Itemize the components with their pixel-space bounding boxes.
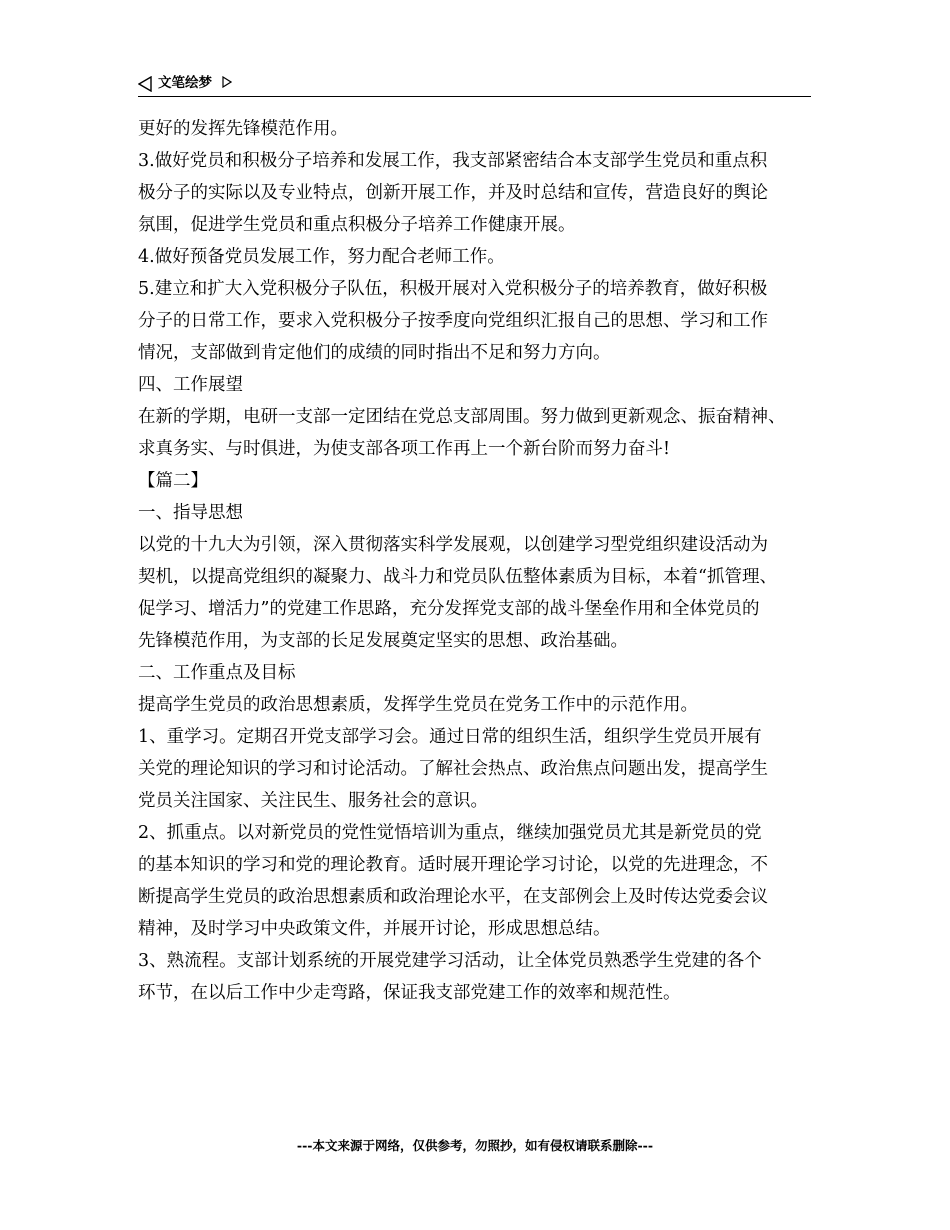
- text-line: 先锋模范作用，为支部的长足发展奠定坚实的思想、政治基础。: [138, 631, 628, 651]
- text-line: 断提高学生党员的政治思想素质和政治理论水平，在支部例会上及时传达党委会议: [138, 887, 768, 907]
- right-triangle-icon: [222, 76, 232, 88]
- text-line: 一、指导思想: [138, 503, 243, 523]
- left-triangle-icon: [138, 76, 152, 92]
- text-line: 党员关注国家、关注民生、服务社会的意识。: [138, 791, 488, 811]
- text-line: 契机，以提高党组织的凝聚力、战斗力和党员队伍整体素质为目标，本着“抓管理、: [138, 567, 777, 587]
- text-line: 促学习、增活力”的党建工作思路，充分发挥党支部的战斗堡垒作用和全体党员的: [138, 599, 760, 619]
- text-line: 求真务实、与时俱进，为使支部各项工作再上一个新台阶而努力奋斗!: [138, 439, 671, 459]
- text-line: 更好的发挥先锋模范作用。: [138, 119, 348, 139]
- text-line: 氛围，促进学生党员和重点积极分子培养工作健康开展。: [138, 215, 576, 235]
- text-line: 3.做好党员和积极分子培养和发展工作，我支部紧密结合本支部学生党员和重点积: [138, 151, 768, 171]
- text-line: 2、抓重点。以对新党员的党性觉悟培训为重点，继续加强党员尤其是新党员的党: [138, 823, 762, 843]
- text-line: 极分子的实际以及专业特点，创新开展工作，并及时总结和宣传，营造良好的舆论: [138, 183, 768, 203]
- text-line: 以党的十九大为引领，深入贯彻落实科学发展观，以创建学习型党组织建设活动为: [138, 535, 768, 555]
- text-line: 分子的日常工作，要求入党积极分子按季度向党组织汇报自己的思想、学习和工作: [138, 311, 768, 331]
- text-line: 5.建立和扩大入党积极分子队伍，积极开展对入党积极分子的培养教育，做好积极: [138, 279, 768, 299]
- text-line: 1、重学习。定期召开党支部学习会。通过日常的组织生活，组织学生党员开展有: [138, 727, 762, 747]
- page-header: [138, 72, 811, 97]
- text-line: 提高学生党员的政治思想素质，发挥学生党员在党务工作中的示范作用。: [138, 695, 698, 715]
- footer-disclaimer: ---本文来源于网络，仅供参考，勿照抄，如有侵权请联系删除---: [296, 1138, 654, 1153]
- header-title: 文笔绘梦: [158, 75, 212, 91]
- text-line: 二、工作重点及目标: [138, 663, 296, 683]
- text-line: 关党的理论知识的学习和讨论活动。了解社会热点、政治焦点问题出发，提高学生: [138, 759, 768, 779]
- text-line: 4.做好预备党员发展工作，努力配合老师工作。: [138, 247, 505, 267]
- text-line: 3、熟流程。支部计划系统的开展党建学习活动，让全体党员熟悉学生党建的各个: [138, 951, 762, 971]
- text-line: 精神，及时学习中央政策文件，并展开讨论，形成思想总结。: [138, 919, 611, 939]
- text-line: 情况，支部做到肯定他们的成绩的同时指出不足和努力方向。: [138, 343, 611, 363]
- text-line: 的基本知识的学习和党的理论教育。适时展开理论学习讨论，以党的先进理念，不: [138, 855, 768, 875]
- text-line: 环节，在以后工作中少走弯路，保证我支部党建工作的效率和规范性。: [138, 983, 681, 1003]
- text-line: 【篇二】: [138, 471, 208, 491]
- text-line: 在新的学期，电研一支部一定团结在党总支部周围。努力做到更新观念、振奋精神、: [138, 407, 786, 427]
- text-line: 四、工作展望: [138, 375, 243, 395]
- document-body: [138, 113, 818, 1009]
